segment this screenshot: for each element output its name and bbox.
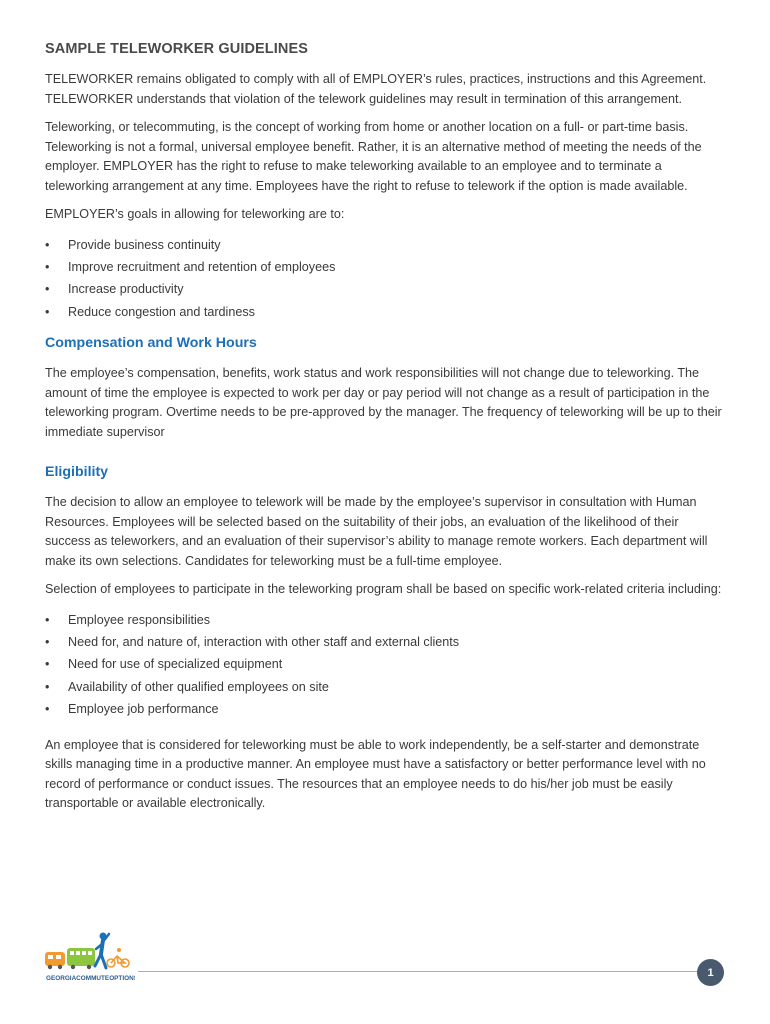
- compensation-heading: Compensation and Work Hours: [45, 335, 257, 352]
- train-icon: [67, 948, 95, 969]
- logo-text: GEORGIACOMMUTEOPTIONS: [46, 975, 135, 982]
- page-number-badge: 1: [697, 959, 724, 986]
- list-item: • Employee job performance: [45, 698, 725, 720]
- compensation-paragraph: The employee’s compensation, benefits, work status and work responsibilities will not change due to teleworking. The amount of time the employee is expected to work per day or pay period will not change as a result of participation in the teleworking program. Overtime needs to be pre-approved by the manager. The frequency of teleworking will be up to their immediate supervisor: [45, 366, 722, 439]
- list-item: • Employee responsibilities: [45, 609, 725, 631]
- list-item: • Increase productivity: [45, 278, 725, 300]
- eligibility-heading: Eligibility: [45, 464, 109, 481]
- goals-lead: EMPLOYER’s goals in allowing for teleworking are to:: [45, 207, 345, 221]
- bus-icon: [45, 952, 65, 969]
- goals-list: [45, 234, 725, 324]
- document-page: [45, 41, 725, 823]
- document-title: SAMPLE TELEWORKER GUIDELINES: [45, 41, 309, 57]
- list-item: • Need for use of specialized equipment: [45, 653, 725, 675]
- list-item: • Availability of other qualified employees on site: [45, 676, 725, 698]
- list-item: • Reduce congestion and tardiness: [45, 301, 725, 323]
- list-item: • Improve recruitment and retention of employees: [45, 256, 725, 278]
- eligibility-paragraph-1: The decision to allow an employee to telework will be made by the employee’s supervisor in consultation with Human Resources. Employees will be selected based on the suitability of their jobs, an evaluation of the likelihood of their success as teleworkers, and an evaluation of their supervisor’s ability to manage remote workers. Each department will make its own selections. Candidates for teleworking must be a full-time employee.: [45, 495, 708, 568]
- intro-paragraph-1: TELEWORKER remains obligated to comply with all of EMPLOYER’s rules, practices, instructions and this Agreement. TELEWORKER understands that violation of the telework guidelines may result in termination of this arrangement.: [45, 72, 707, 106]
- footer-divider: [138, 971, 702, 972]
- eligibility-paragraph-2: Selection of employees to participate in the teleworking program shall be based on specific work-related criteria including:: [45, 582, 722, 597]
- list-item: • Need for, and nature of, interaction with other staff and external clients: [45, 631, 725, 653]
- eligibility-paragraph-3: An employee that is considered for teleworking must be able to work independently, be a self-starter and demonstrate skills managing time in a productive manner. An employee must have a satisfactory or better performance level with no record of performance or conduct issues. The resources that an employee needs to do his/her job must be easily transportable or available electronically.: [45, 737, 706, 811]
- criteria-list: [45, 609, 725, 721]
- bicycle-icon: [107, 948, 129, 967]
- intro-paragraph-2: Teleworking, or telecommuting, is the concept of working from home or another location on a full- or part-time basis. Teleworking is not a formal, universal employee benefit. Rather, it is an alternative method of meeting the needs of the employer. EMPLOYER has the right to refuse to make teleworking available to an employee and to terminate a teleworking arrangement at any time. Employees have the right to refuse to telework if the option is made available.: [45, 120, 702, 193]
- list-item: • Provide business continuity: [45, 234, 725, 256]
- georgia-commute-options-logo: [45, 930, 135, 984]
